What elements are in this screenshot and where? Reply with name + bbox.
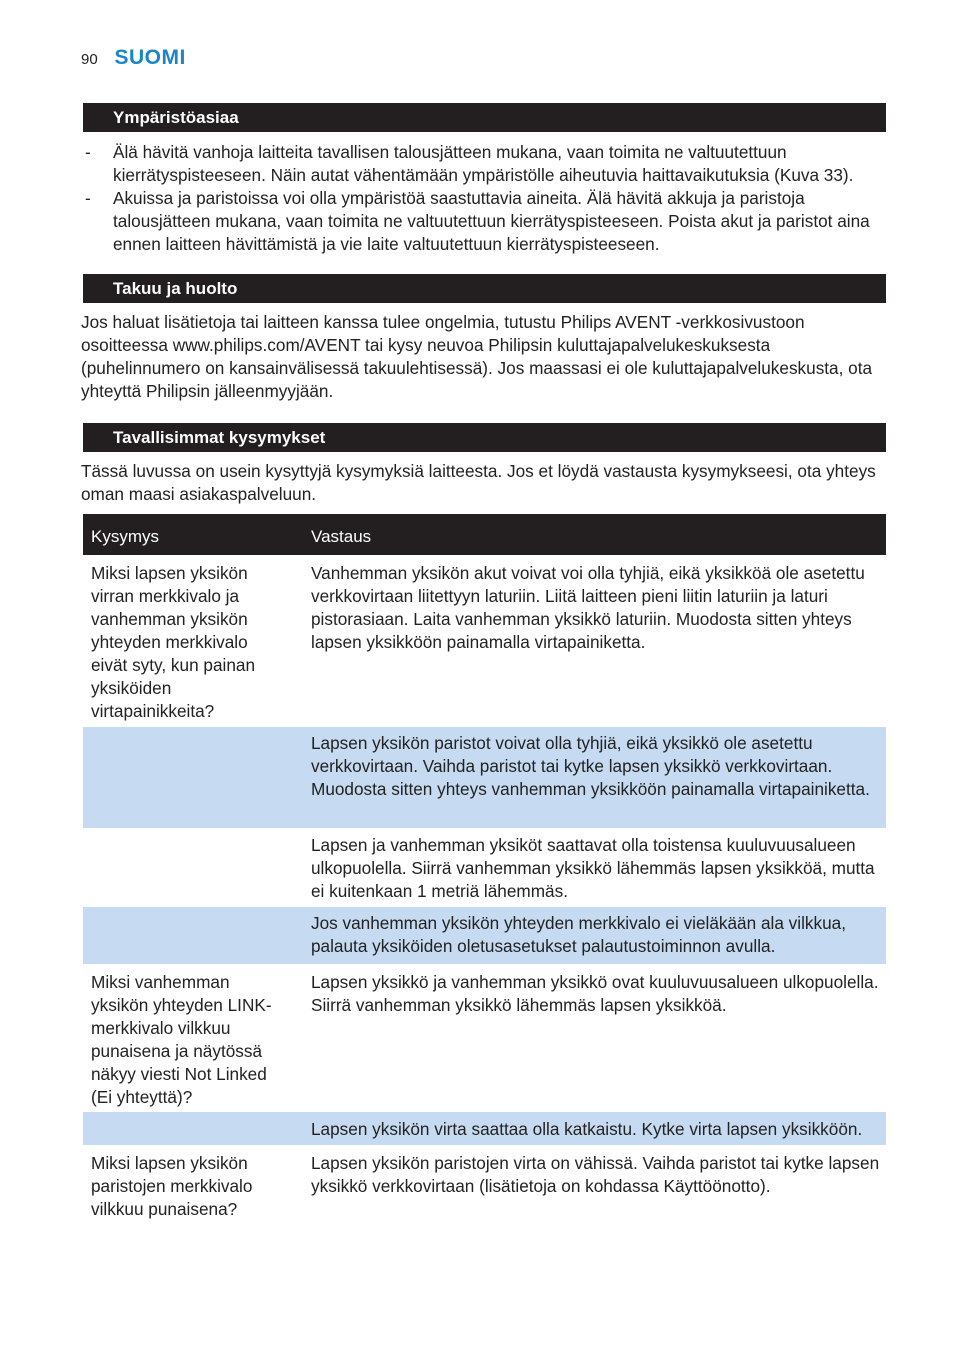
answer-cell: Lapsen ja vanhemman yksiköt saattavat olla toistensa kuuluvuusalueen ulkopuolella. Siirrä vanhemman yksikkö lähemmäs lapsen yksikköä, mutta ei kuitenkaan 1 metriä lähemmäs.	[311, 835, 875, 901]
warranty-paragraph: Jos haluat lisätietoja tai laitteen kanssa tulee ongelmia, tutustu Philips AVENT -verkkosivustoon osoitteessa www.philips.com/AVENT tai kysy neuvoa Philipsin kuluttajapalvelukeskuksesta (puhelinnumero on kansainvälisessä takuulehtisessä). Jos maassasi ei ole kuluttajapalvelukeskusta, ota yhteyttä Philipsin jälleenmyyjään.	[81, 312, 873, 401]
website-link[interactable]: www.philips.com/AVENT	[172, 335, 361, 355]
table-row	[83, 907, 886, 964]
question-cell: Miksi vanhemman yksikön yhteyden LINK-merkkivalo vilkkuu punaisena ja näytössä näkyy viesti Not Linked (Ei yhteyttä)?	[91, 972, 272, 1107]
language-title: SUOMI	[114, 46, 186, 69]
table-row	[83, 1112, 886, 1145]
environment-list	[81, 141, 891, 256]
table-row	[83, 555, 886, 727]
answer-cell: Lapsen yksikön paristojen virta on vähissä. Vaihda paristot tai kytke lapsen yksikkö verkkovirtaan (lisätietoja on kohdassa Käyttöönotto).	[311, 1153, 880, 1196]
table-row	[83, 828, 886, 907]
answer-cell: Lapsen yksikön paristot voivat olla tyhjiä, eikä yksikkö ole asetettu verkkovirtaan. Vaihda paristot tai kytke lapsen yksikkö verkkovirtaan. Muodosta sitten yhteys vanhemman yksikköön painamalla virtapainiketta.	[311, 733, 870, 799]
faq-intro: Tässä luvussa on usein kysyttyjä kysymyksiä laitteesta. Jos et löydä vastausta kysymykseesi, ota yhteys oman maasi asiakaspalveluun.	[81, 461, 876, 504]
section-heading-faq: Tavallisimmat kysymykset	[83, 423, 886, 452]
answer-cell: Vanhemman yksikön akut voivat voi olla tyhjiä, eikä yksikköä ole asetettu verkkovirtaan liitettyyn laturiin. Liitä laitteen pieni liitin laturiin ja laturi pistorasiaan. Laita vanhemman yksikkö laturiin. Muodosta sitten yhteys lapsen yksikköön painamalla virtapainiketta.	[311, 563, 865, 652]
question-cell: Miksi lapsen yksikön virran merkkivalo ja vanhemman yksikön yhteyden merkkivalo eivät syty, kun painan yksiköiden virtapainikkeita?	[91, 563, 256, 721]
table-header	[83, 514, 886, 555]
answer-cell: Jos vanhemman yksikön yhteyden merkkivalo ei vieläkään ala vilkkua, palauta yksiköiden oletusasetukset palautustoiminnon avulla.	[311, 913, 846, 956]
table-row	[83, 964, 886, 1112]
answer-cell: Lapsen yksikkö ja vanhemman yksikkö ovat kuuluvuusalueen ulkopuolella. Siirrä vanhemman yksikkö lähemmäs lapsen yksikköä.	[311, 972, 879, 1015]
page-number: 90	[81, 51, 98, 68]
section-heading-environment: Ympäristöasiaa	[83, 103, 886, 132]
page-header	[81, 46, 186, 71]
column-header-answer: Vastaus	[311, 527, 372, 546]
column-header-question: Kysymys	[91, 527, 159, 546]
faq-table	[83, 514, 886, 1231]
list-item: - Älä hävitä vanhoja laitteita tavallisen talousjätteen mukana, vaan toimita ne valtuutettuun kierrätyspisteeseen. Näin autat vähentämään ympäristölle aiheutuvia haittavaikutuksia (Kuva 33).	[85, 142, 854, 185]
section-heading-warranty: Takuu ja huolto	[83, 274, 886, 303]
answer-cell: Lapsen yksikön virta saattaa olla katkaistu. Kytke virta lapsen yksikköön.	[311, 1119, 863, 1139]
table-row	[83, 1145, 886, 1231]
question-cell: Miksi lapsen yksikön paristojen merkkivalo vilkkuu punaisena?	[91, 1153, 253, 1219]
list-item: - Akuissa ja paristoissa voi olla ympäristöä saastuttavia aineita. Älä hävitä akkuja ja paristoja talousjätteen mukana, vaan toimita ne valtuutettuun kierrätyspisteeseen. Poista akut ja paristot aina ennen laitteen hävittämistä ja vie laite valtuutettuun kierrätyspisteeseen.	[85, 188, 870, 254]
table-row	[83, 727, 886, 828]
